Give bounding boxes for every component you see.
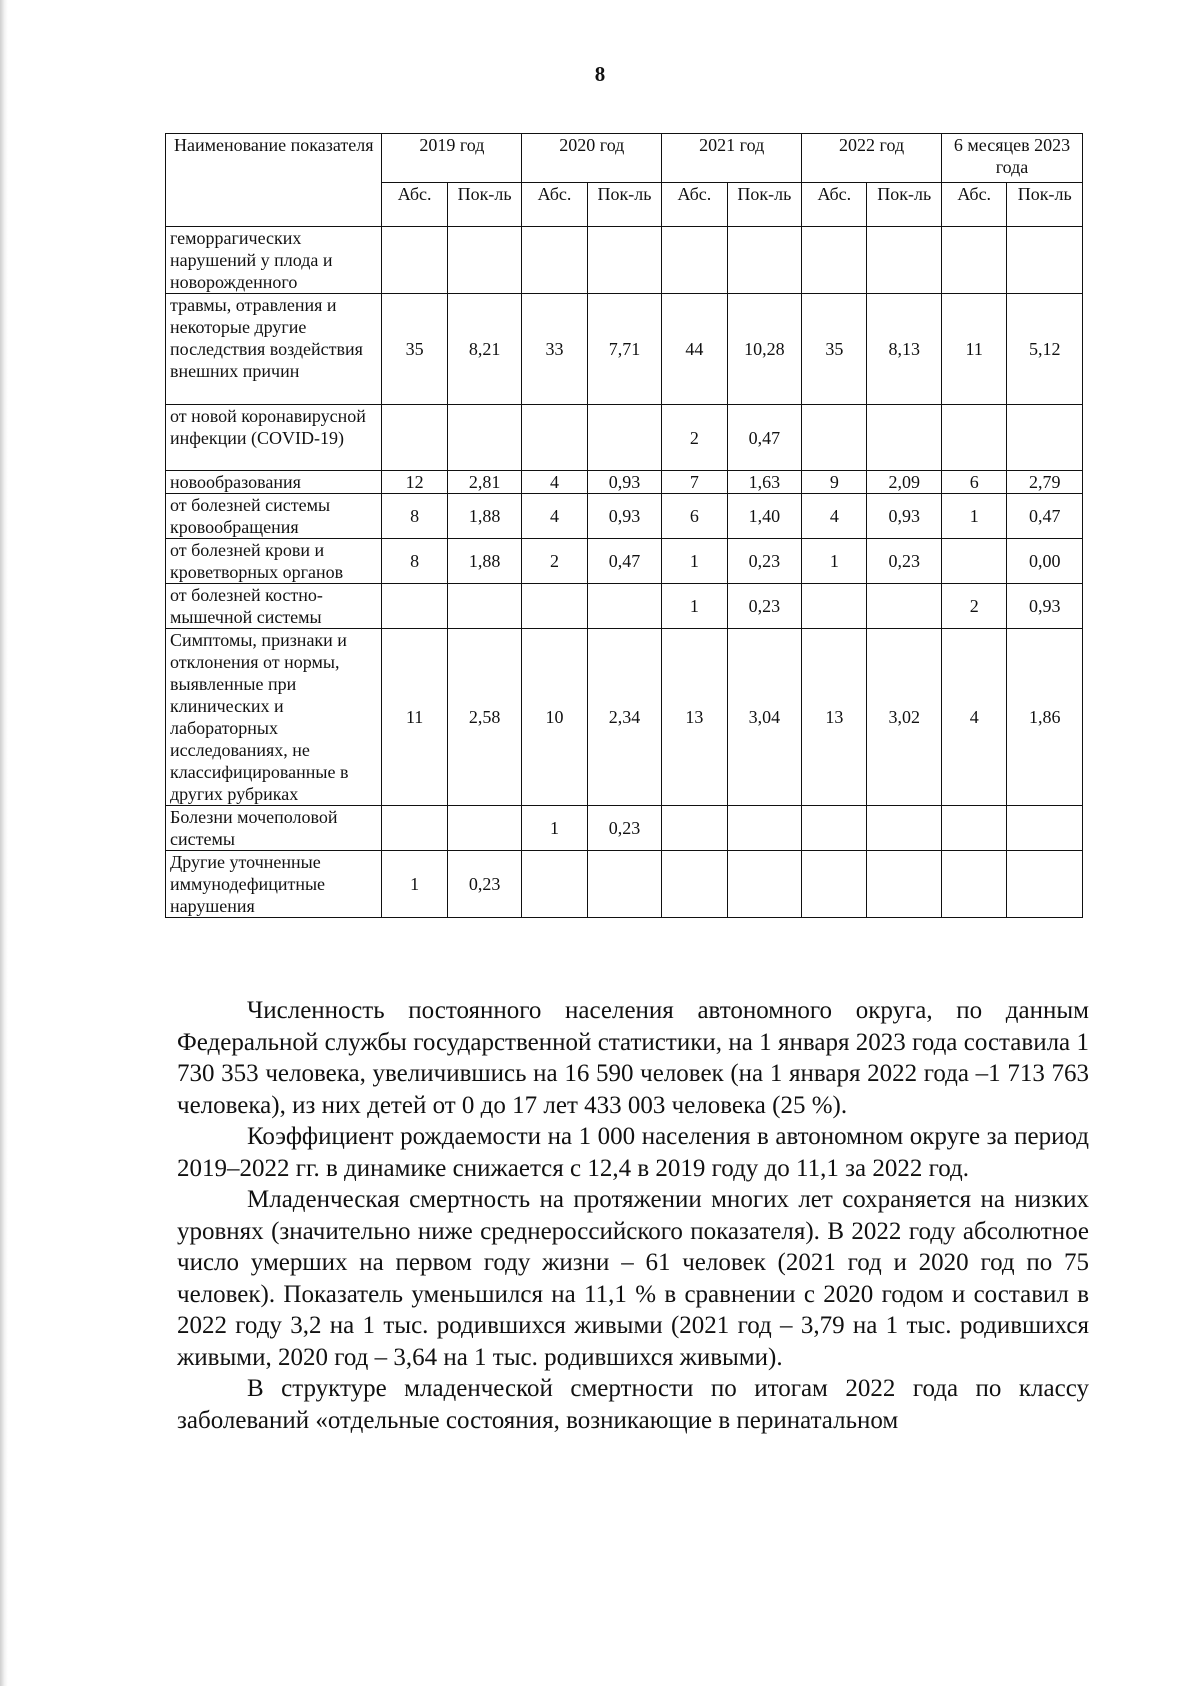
cell-abs: 6	[942, 471, 1007, 494]
cell-abs: 8	[382, 539, 447, 584]
subheader-abs: Абс.	[662, 183, 727, 227]
cell-rate: 7,71	[587, 294, 662, 405]
cell-rate	[867, 584, 942, 629]
cell-rate: 10,28	[727, 294, 802, 405]
row-name: новообразования	[166, 471, 382, 494]
cell-rate: 1,40	[727, 494, 802, 539]
subheader-abs: Абс.	[522, 183, 587, 227]
scan-edge	[0, 0, 8, 1686]
subheader-rate: Пок-ль	[867, 183, 942, 227]
cell-abs: 11	[942, 294, 1007, 405]
cell-abs	[662, 806, 727, 851]
cell-abs	[382, 405, 447, 471]
cell-abs: 1	[942, 494, 1007, 539]
cell-abs	[382, 227, 447, 294]
cell-rate	[447, 227, 522, 294]
header-period-2020: 2020 год	[522, 134, 662, 183]
table-row	[166, 294, 1083, 405]
cell-abs: 12	[382, 471, 447, 494]
cell-abs: 1	[802, 539, 867, 584]
cell-abs	[382, 806, 447, 851]
cell-abs	[802, 405, 867, 471]
cell-rate: 8,21	[447, 294, 522, 405]
cell-rate	[1007, 227, 1083, 294]
cell-rate: 0,23	[867, 539, 942, 584]
cell-abs	[802, 584, 867, 629]
table-row	[166, 227, 1083, 294]
cell-abs: 13	[662, 629, 727, 806]
cell-rate: 0,93	[867, 494, 942, 539]
cell-rate	[727, 227, 802, 294]
header-period-2022: 2022 год	[802, 134, 942, 183]
cell-rate	[587, 227, 662, 294]
cell-abs	[942, 851, 1007, 918]
cell-rate: 2,79	[1007, 471, 1083, 494]
cell-abs: 10	[522, 629, 587, 806]
cell-abs: 1	[662, 539, 727, 584]
cell-abs: 4	[522, 471, 587, 494]
cell-abs: 2	[942, 584, 1007, 629]
cell-rate	[867, 851, 942, 918]
cell-rate: 1,88	[447, 539, 522, 584]
cell-rate: 0,93	[587, 471, 662, 494]
cell-abs: 33	[522, 294, 587, 405]
page-number: 8	[594, 62, 606, 86]
row-name: Другие уточненные иммунодефицитные нарушения	[166, 851, 382, 918]
cell-rate	[867, 227, 942, 294]
cell-rate	[727, 851, 802, 918]
cell-rate: 0,23	[727, 584, 802, 629]
cell-rate: 0,47	[1007, 494, 1083, 539]
subheader-abs: Абс.	[802, 183, 867, 227]
subheader-rate: Пок-ль	[447, 183, 522, 227]
cell-rate	[447, 806, 522, 851]
cell-abs: 2	[522, 539, 587, 584]
cell-rate	[447, 584, 522, 629]
cell-abs: 4	[942, 629, 1007, 806]
cell-rate	[587, 851, 662, 918]
cell-rate: 2,81	[447, 471, 522, 494]
cell-rate: 0,23	[727, 539, 802, 584]
cell-rate: 0,00	[1007, 539, 1083, 584]
cell-abs: 44	[662, 294, 727, 405]
table-row	[166, 539, 1083, 584]
cell-abs: 13	[802, 629, 867, 806]
paragraph: Младенческая смертность на протяжении многих лет сохраняется на низких уровнях (значительно ниже среднероссийского показателя). В 2022 году абсолютное число умерших на первом году жизни – 61 человек (2021 год и 2020 год по 75 человек). Показатель уменьшился на 11,1 % в сравнении с 2020 годом и составил в 2022 году 3,2 на 1 тыс. родившихся живыми (2021 год – 3,79 на 1 тыс. родившихся живыми, 2020 год – 3,64 на 1 тыс. родившихся живыми).	[177, 1186, 1089, 1371]
cell-abs	[522, 227, 587, 294]
table-row	[166, 494, 1083, 539]
paragraph: Численность постоянного населения автономного округа, по данным Федеральной службы государственной статистики, на 1 января 2023 года составила 1 730 353 человека, увеличившись на 16 590 человек (на 1 января 2022 года –1 713 763 человека), из них детей от 0 до 17 лет 433 003 человека (25 %).	[177, 997, 1089, 1119]
cell-abs: 9	[802, 471, 867, 494]
cell-abs	[942, 539, 1007, 584]
cell-abs: 35	[802, 294, 867, 405]
cell-abs	[802, 851, 867, 918]
table-row	[166, 806, 1083, 851]
table-row	[166, 629, 1083, 806]
row-name: травмы, отравления и некоторые другие последствия воздействия внешних причин	[166, 294, 382, 405]
paragraph: Коэффициент рождаемости на 1 000 населения в автономном округе за период 2019–2022 гг. в динамике снижается с 12,4 в 2019 году до 11,1 за 2022 год.	[177, 1123, 1089, 1182]
cell-abs	[522, 405, 587, 471]
cell-abs: 1	[522, 806, 587, 851]
cell-rate: 1,63	[727, 471, 802, 494]
row-name: от болезней крови и кроветворных органов	[166, 539, 382, 584]
body-text	[177, 995, 1089, 1436]
cell-rate: 0,23	[447, 851, 522, 918]
cell-abs: 35	[382, 294, 447, 405]
cell-rate: 0,93	[587, 494, 662, 539]
cell-rate: 2,34	[587, 629, 662, 806]
cell-abs	[802, 227, 867, 294]
cell-abs	[522, 584, 587, 629]
cell-abs	[942, 405, 1007, 471]
cell-rate	[867, 806, 942, 851]
cell-rate: 2,58	[447, 629, 522, 806]
row-name: от болезней костно-мышечной системы	[166, 584, 382, 629]
cell-abs	[382, 584, 447, 629]
cell-abs: 1	[662, 584, 727, 629]
cell-rate: 0,93	[1007, 584, 1083, 629]
subheader-rate: Пок-ль	[1007, 183, 1083, 227]
mortality-table	[165, 133, 1083, 918]
header-period-2023: 6 месяцев 2023 года	[942, 134, 1083, 183]
cell-rate: 0,23	[587, 806, 662, 851]
paragraph: В структуре младенческой смертности по итогам 2022 года по классу заболеваний «отдельные состояния, возникающие в перинатальном	[177, 1375, 1089, 1434]
table-row	[166, 405, 1083, 471]
cell-abs	[662, 851, 727, 918]
cell-rate: 3,02	[867, 629, 942, 806]
row-name: от болезней системы кровообращения	[166, 494, 382, 539]
cell-rate	[587, 584, 662, 629]
cell-abs: 7	[662, 471, 727, 494]
row-name: Болезни мочеполовой системы	[166, 806, 382, 851]
cell-rate: 0,47	[727, 405, 802, 471]
cell-rate: 1,86	[1007, 629, 1083, 806]
cell-rate	[727, 806, 802, 851]
cell-rate: 8,13	[867, 294, 942, 405]
row-name: геморрагических нарушений у плода и новорожденного	[166, 227, 382, 294]
cell-abs: 4	[522, 494, 587, 539]
cell-rate	[587, 405, 662, 471]
table-row	[166, 471, 1083, 494]
cell-rate	[1007, 851, 1083, 918]
cell-abs: 2	[662, 405, 727, 471]
subheader-rate: Пок-ль	[727, 183, 802, 227]
cell-abs: 6	[662, 494, 727, 539]
cell-rate	[1007, 405, 1083, 471]
subheader-rate: Пок-ль	[587, 183, 662, 227]
cell-abs	[942, 227, 1007, 294]
cell-rate: 0,47	[587, 539, 662, 584]
header-period-2021: 2021 год	[662, 134, 802, 183]
cell-rate: 3,04	[727, 629, 802, 806]
cell-abs	[522, 851, 587, 918]
row-name: Симптомы, признаки и отклонения от нормы, выявленные при клинических и лабораторных исследованиях, не классифицированные в других рубриках	[166, 629, 382, 806]
cell-abs	[802, 806, 867, 851]
cell-rate	[1007, 806, 1083, 851]
cell-abs	[942, 806, 1007, 851]
cell-rate: 1,88	[447, 494, 522, 539]
cell-rate: 2,09	[867, 471, 942, 494]
header-period-2019: 2019 год	[382, 134, 522, 183]
cell-abs: 1	[382, 851, 447, 918]
header-name: Наименование показателя	[166, 134, 382, 227]
cell-abs: 11	[382, 629, 447, 806]
subheader-abs: Абс.	[382, 183, 447, 227]
cell-abs	[662, 227, 727, 294]
table-row	[166, 851, 1083, 918]
table-row	[166, 584, 1083, 629]
subheader-abs: Абс.	[942, 183, 1007, 227]
cell-rate	[447, 405, 522, 471]
cell-abs: 8	[382, 494, 447, 539]
cell-abs: 4	[802, 494, 867, 539]
cell-rate	[867, 405, 942, 471]
row-name: от новой коронавирусной инфекции (COVID-19)	[166, 405, 382, 471]
cell-rate: 5,12	[1007, 294, 1083, 405]
